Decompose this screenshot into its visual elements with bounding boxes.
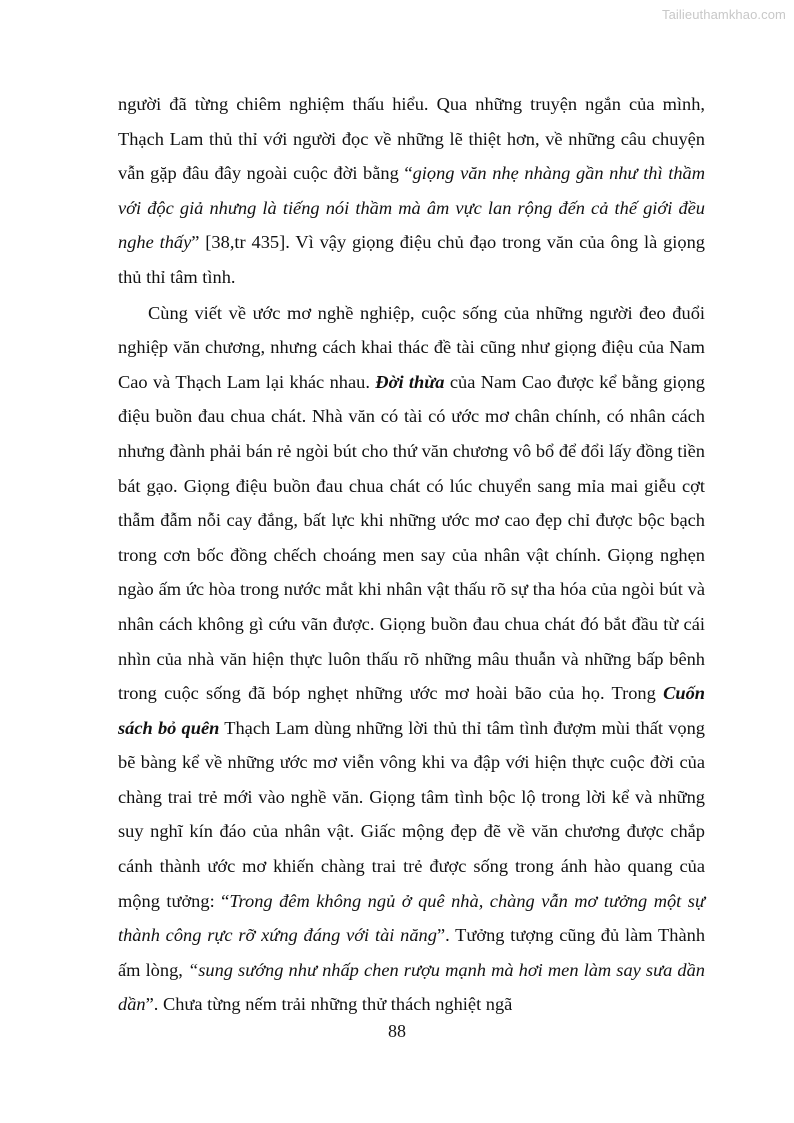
page-text bbox=[118, 87, 705, 1022]
text-run: của Nam Cao được kể bằng giọng điệu buồn đau chua chát. Nhà văn có tài có ước mơ chân chính, có nhân cách nhưng đành phải bán rẻ ngòi bút cho thứ văn chương vô bổ để đổi lấy đồng tiền bát gạo. Giọng điệu buồn đau chua chát có lúc chuyển sang mỉa mai giễu cợt thẫm đẫm nỗi cay đắng, bất lực khi những ước mơ cao đẹp chỉ được bộc bạch trong cơn bốc đồng chếch choáng men say của nhân vật chính. Giọng nghẹn ngào ấm ức hòa trong nước mắt khi nhân vật thấu rõ sự tha hóa của ngòi bút và nhân cách không gì cứu vãn được. Giọng buồn đau chua chát đó bắt đầu từ cái nhìn của nhà văn hiện thực luôn thấu rõ những mâu thuẫn và những bấp bênh trong cuộc sống đã bóp nghẹt những ước mơ hoài bão của họ. Trong bbox=[118, 371, 705, 704]
text-run: ”. Tưởng tượng cũng đủ làm Thành ấm lòng, bbox=[118, 925, 706, 980]
paragraph bbox=[118, 87, 705, 295]
work-title: Cuốn sách bỏ quên bbox=[118, 683, 705, 738]
text-run: ” [38,tr 435]. Vì vậy giọng điệu chủ đạo trong văn của ông là giọng thủ thỉ tâm tình. bbox=[118, 232, 705, 287]
text-run: người đã từng chiêm nghiệm thấu hiểu. Qua những truyện ngắn của mình, Thạch Lam thủ thỉ với người đọc về những lẽ thiệt hơn, về những câu chuyện vẫn gặp đâu đây ngoài cuộc đời bằng “ bbox=[118, 94, 705, 184]
text-run: ”. Chưa từng nếm trải những thử thách nghiệt ngã bbox=[145, 994, 513, 1015]
work-title: Đời thừa bbox=[375, 371, 445, 392]
italic-quote: Trong đêm không ngủ ở quê nhà, chàng vẫn mơ tưởng một sự thành công rực rỡ xứng đáng với tài năng bbox=[118, 890, 705, 946]
page-number: 88 bbox=[388, 1021, 406, 1041]
paragraph bbox=[118, 296, 705, 1022]
italic-quote: “sung sướng như nhấp chen rượu mạnh mà hơi men làm say sưa dần dần bbox=[118, 959, 705, 1015]
watermark: Tailieuthamkhao.com bbox=[661, 7, 786, 22]
text-run: Thạch Lam dùng những lời thủ thỉ tâm tình đượm mùi thất vọng bẽ bàng kể về những ước mơ viễn vông khi va đập với hiện thực cuộc đời của chàng trai trẻ mới vào nghề văn. Giọng tâm tình bộc lộ trong lời kể và những suy nghĩ kín đáo của nhân vật. Giấc mộng đẹp đẽ về văn chương được chắp cánh thành ước mơ khiến chàng trai trẻ được sống trong ánh hào quang của mộng tưởng: “ bbox=[118, 717, 705, 911]
text-run: Cùng viết về ước mơ nghề nghiệp, cuộc sống của những người đeo đuổi nghiệp văn chương, nhưng cách khai thác đề tài cũng như giọng điệu của Nam Cao và Thạch Lam lại khác nhau. bbox=[118, 302, 705, 392]
italic-quote: giọng văn nhẹ nhàng gần như thì thầm với độc giả nhưng là tiếng nói thầm mà âm vực lan rộng đến cả thế giới đều nghe thấy bbox=[118, 163, 705, 253]
